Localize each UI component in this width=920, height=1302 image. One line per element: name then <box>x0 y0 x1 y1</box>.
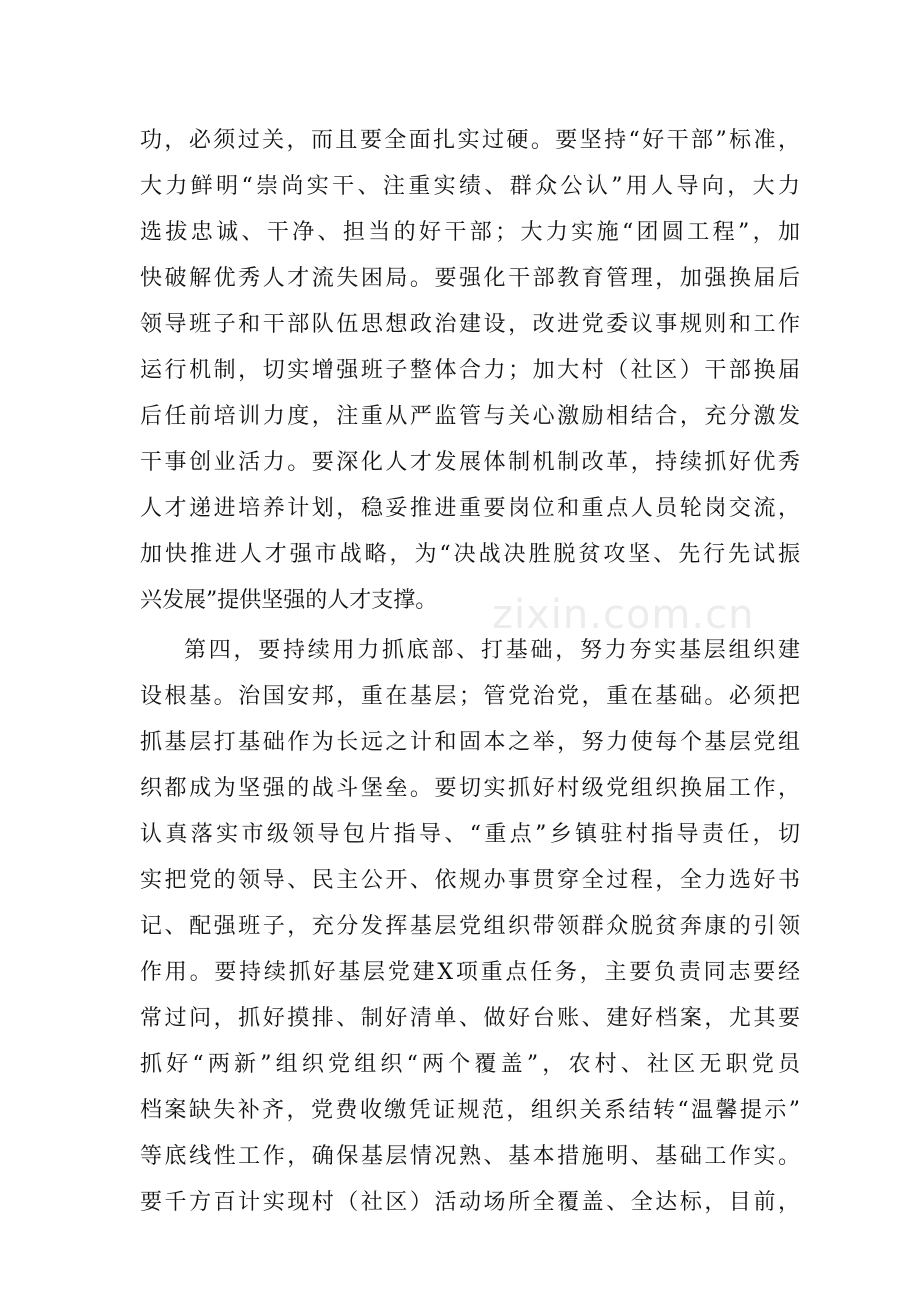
watermark-text: zixin.com.cn <box>492 592 755 638</box>
paragraph-line: 抓好“两新”组织党组织“两个覆盖”，农村、社区无职党员 <box>140 1052 800 1077</box>
paragraph-line: 实把党的领导、民主公开、依规办事贯穿全过程，全力选好书 <box>140 868 800 893</box>
paragraph-line: 第四，要持续用力抓底部、打基础，努力夯实基层组织建 <box>184 638 800 663</box>
paragraph-line: 快破解优秀人才流失困局。要强化干部教育管理，加强换届后 <box>140 266 800 291</box>
paragraph-line: 人才递进培养计划，稳妥推进重要岗位和重点人员轮岗交流， <box>140 496 800 521</box>
paragraph-line: 等底线性工作，确保基层情况熟、基本措施明、基础工作实。 <box>140 1144 800 1169</box>
paragraph-line: 织都成为坚强的战斗堡垒。要切实抓好村级党组织换届工作， <box>140 776 800 801</box>
document-body <box>140 118 800 1226</box>
paragraph-1 <box>140 118 800 624</box>
paragraph-line: 选拔忠诚、干净、担当的好干部；大力实施“团圆工程”，加 <box>140 220 800 245</box>
paragraph-2 <box>140 628 800 1226</box>
paragraph-line: 要千方百计实现村（社区）活动场所全覆盖、全达标，目前， <box>140 1190 800 1215</box>
paragraph-line: 兴发展”提供坚强的人才支撑。 <box>140 588 438 613</box>
paragraph-line: 领导班子和干部队伍思想政治建设，改进党委议事规则和工作 <box>140 312 800 337</box>
paragraph-line: 记、配强班子，充分发挥基层党组织带领群众脱贫奔康的引领 <box>140 914 800 939</box>
paragraph-line: 抓基层打基础作为长远之计和固本之举，努力使每个基层党组 <box>140 730 800 755</box>
paragraph-line: 功，必须过关，而且要全面扎实过硬。要坚持“好干部”标准， <box>140 128 800 153</box>
paragraph-line: 运行机制，切实增强班子整体合力；加大村（社区）干部换届 <box>140 358 800 383</box>
paragraph-line: 大力鲜明“崇尚实干、注重实绩、群众公认”用人导向，大力 <box>140 174 800 199</box>
paragraph-line: 后任前培训力度，注重从严监管与关心激励相结合，充分激发 <box>140 404 800 429</box>
paragraph-line: 档案缺失补齐，党费收缴凭证规范，组织关系结转“温馨提示” <box>140 1098 800 1123</box>
paragraph-line: 设根基。治国安邦，重在基层；管党治党，重在基础。必须把 <box>140 684 800 709</box>
paragraph-line: 常过问，抓好摸排、制好清单、做好台账、建好档案，尤其要 <box>140 1006 800 1031</box>
paragraph-line: 加快推进人才强市战略，为“决战决胜脱贫攻坚、先行先试振 <box>140 542 800 567</box>
paragraph-line: 干事创业活力。要深化人才发展体制机制改革，持续抓好优秀 <box>140 450 800 475</box>
paragraph-line: 作用。要持续抓好基层党建X项重点任务，主要负责同志要经 <box>140 960 800 985</box>
paragraph-line: 认真落实市级领导包片指导、“重点”乡镇驻村指导责任，切 <box>140 822 800 847</box>
